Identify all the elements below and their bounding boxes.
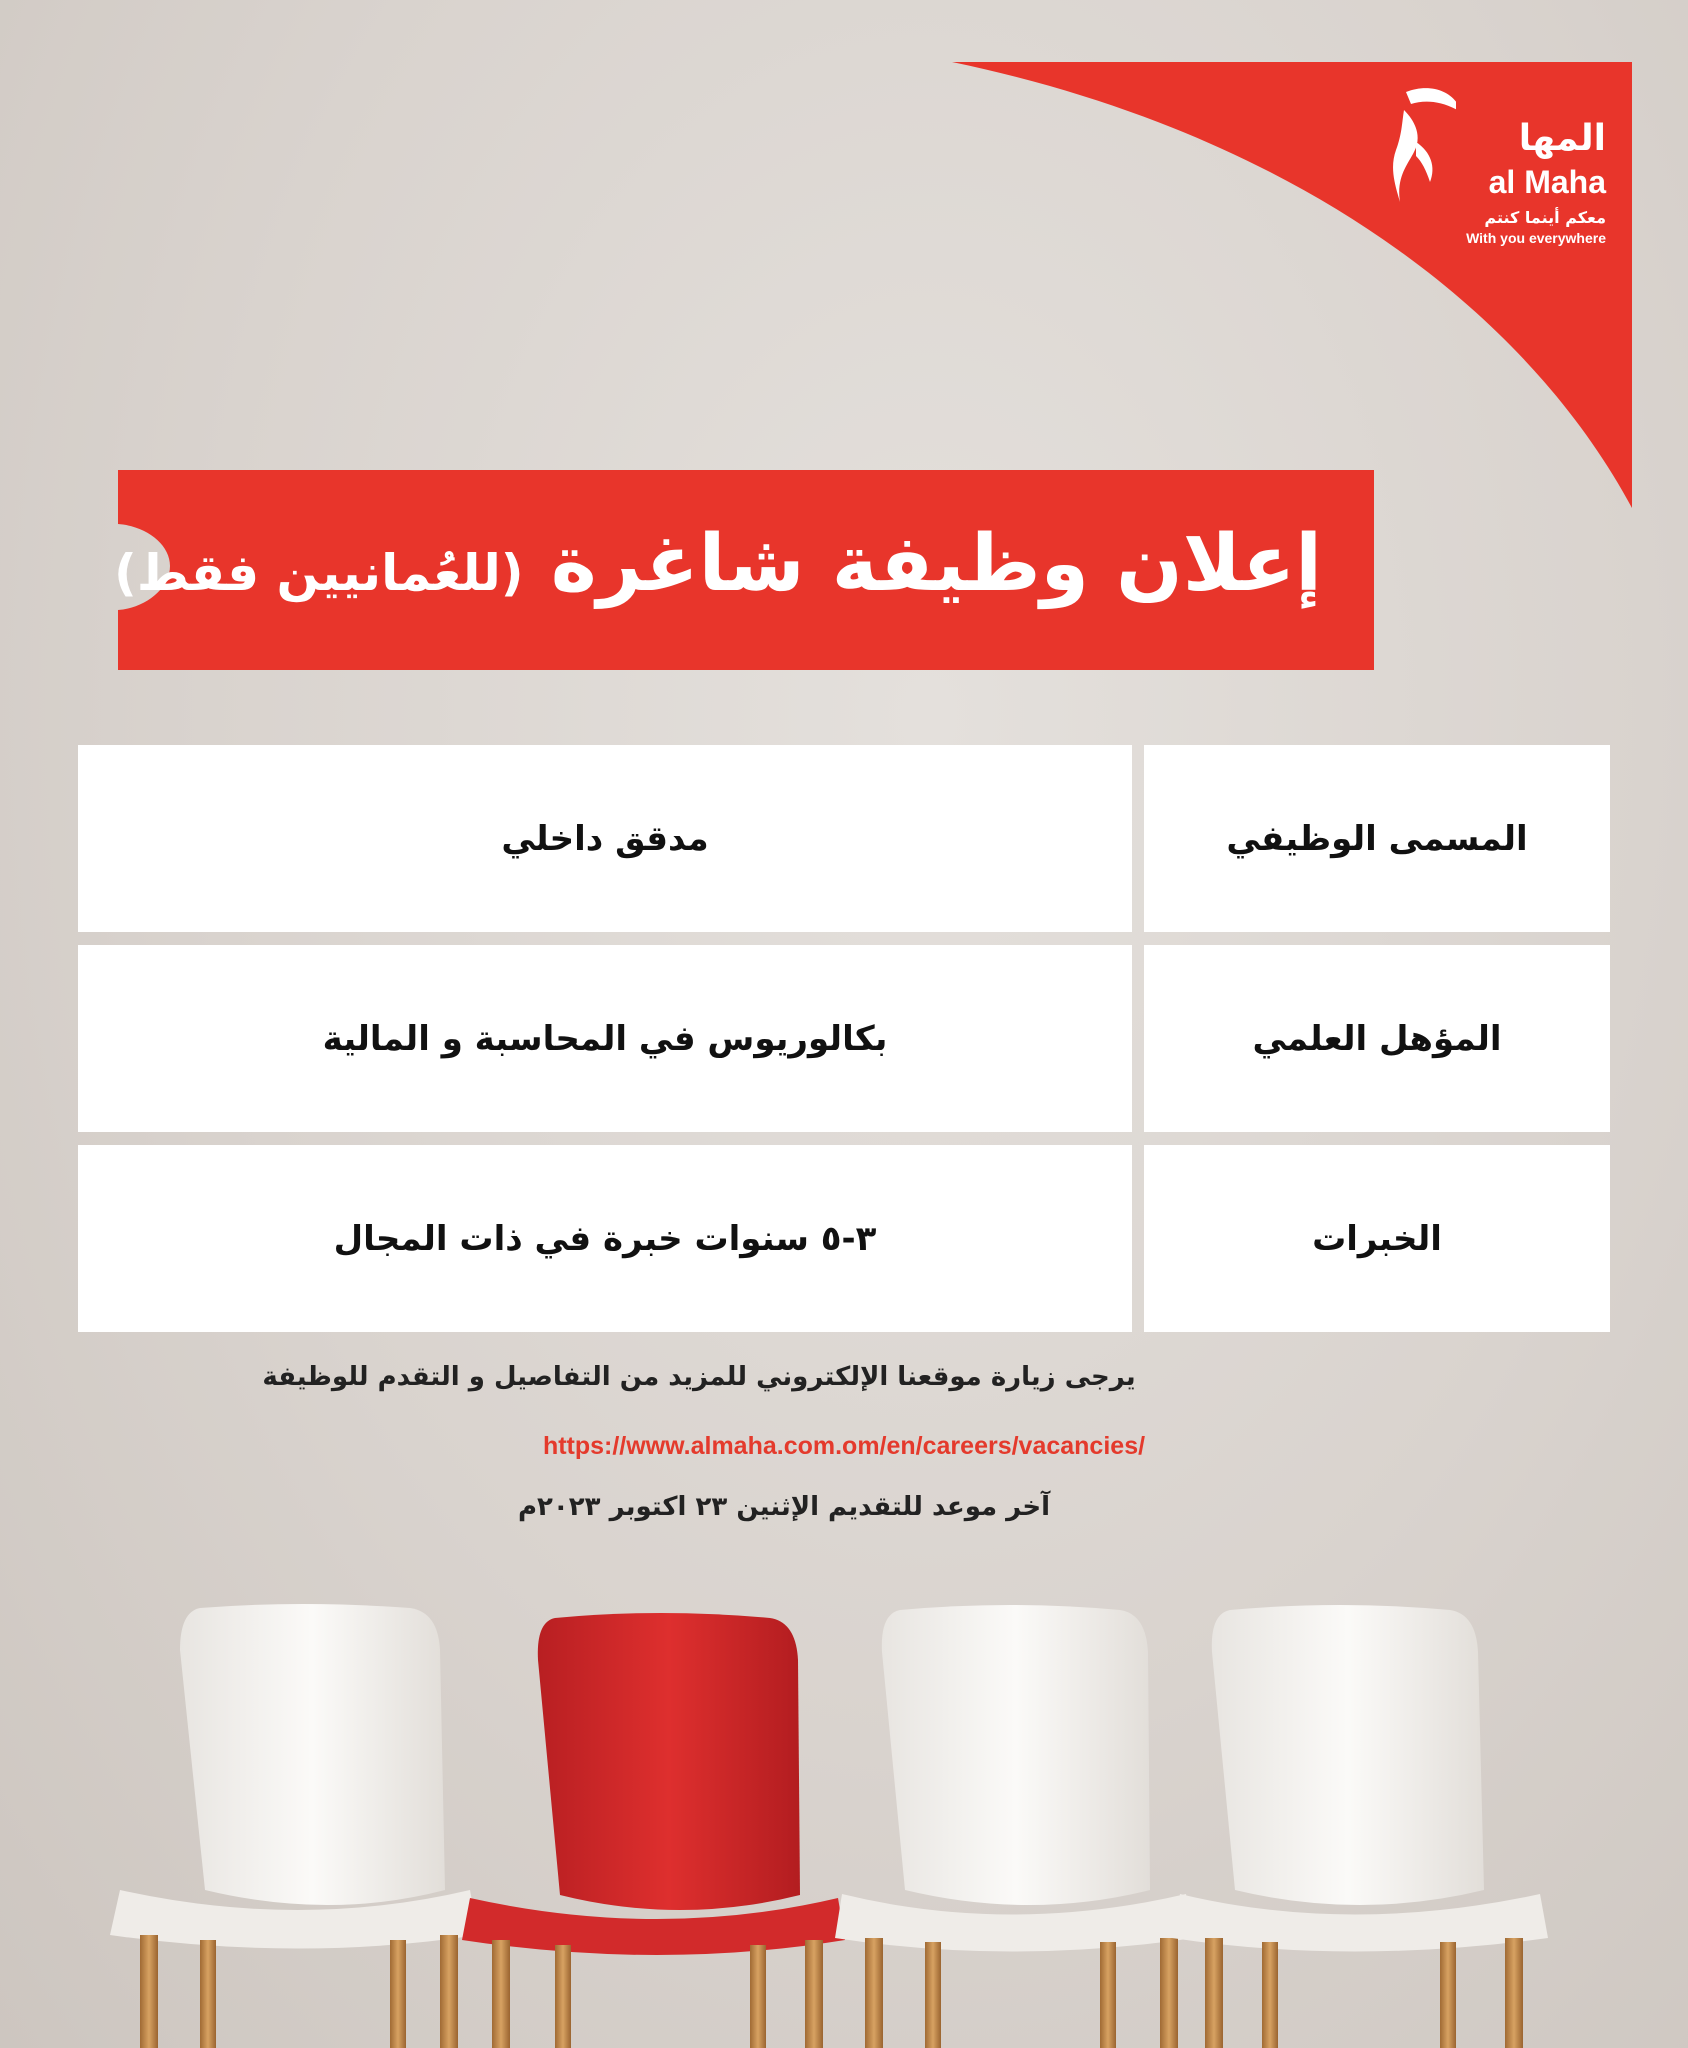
chair-red (462, 1613, 845, 2048)
logo-name-ar: المها (1518, 118, 1606, 159)
logo-tagline-en: With you everywhere (1466, 230, 1606, 246)
title-banner (110, 470, 1374, 670)
deadline-text: آخر موعد للتقديم الإثنين ٢٣ اكتوبر ٢٠٢٣م (517, 1492, 1051, 1522)
oryx-icon (1386, 82, 1456, 232)
chair-white-3 (1172, 1605, 1548, 2048)
row-label-qualification: المؤهل العلمي (1144, 945, 1610, 1132)
chair-white-2 (835, 1605, 1194, 2048)
almaha-logo (1386, 82, 1606, 252)
chair-white-1 (110, 1604, 478, 2048)
banner-subtitle: (للعُمانيين فقط) (113, 544, 524, 602)
row-label-job-title: المسمى الوظيفي (1144, 745, 1610, 932)
table-row (78, 1145, 1610, 1332)
row-value-experience: ٣-٥ سنوات خبرة في ذات المجال (78, 1145, 1132, 1332)
visit-website-text: يرجى زيارة موقعنا الإلكتروني للمزيد من التفاصيل و التقدم للوظيفة (262, 1362, 1136, 1392)
row-value-job-title: مدقق داخلي (78, 745, 1132, 932)
row-value-qualification: بكالوريوس في المحاسبة و المالية (78, 945, 1132, 1132)
table-row (78, 945, 1610, 1132)
banner-title-main: إعلان وظيفة شاغرة (550, 519, 1322, 609)
row-label-experience: الخبرات (1144, 1145, 1610, 1332)
banner-title (114, 514, 1322, 623)
chairs-illustration (0, 1590, 1688, 2048)
logo-name-en: al Maha (1488, 164, 1606, 200)
careers-link[interactable]: https://www.almaha.com.om/en/careers/vacancies/ (542, 1432, 1146, 1460)
corner-swoosh (0, 0, 1688, 520)
logo-tagline-ar: معكم أينما كنتم (1484, 208, 1606, 227)
table-row (78, 745, 1610, 932)
